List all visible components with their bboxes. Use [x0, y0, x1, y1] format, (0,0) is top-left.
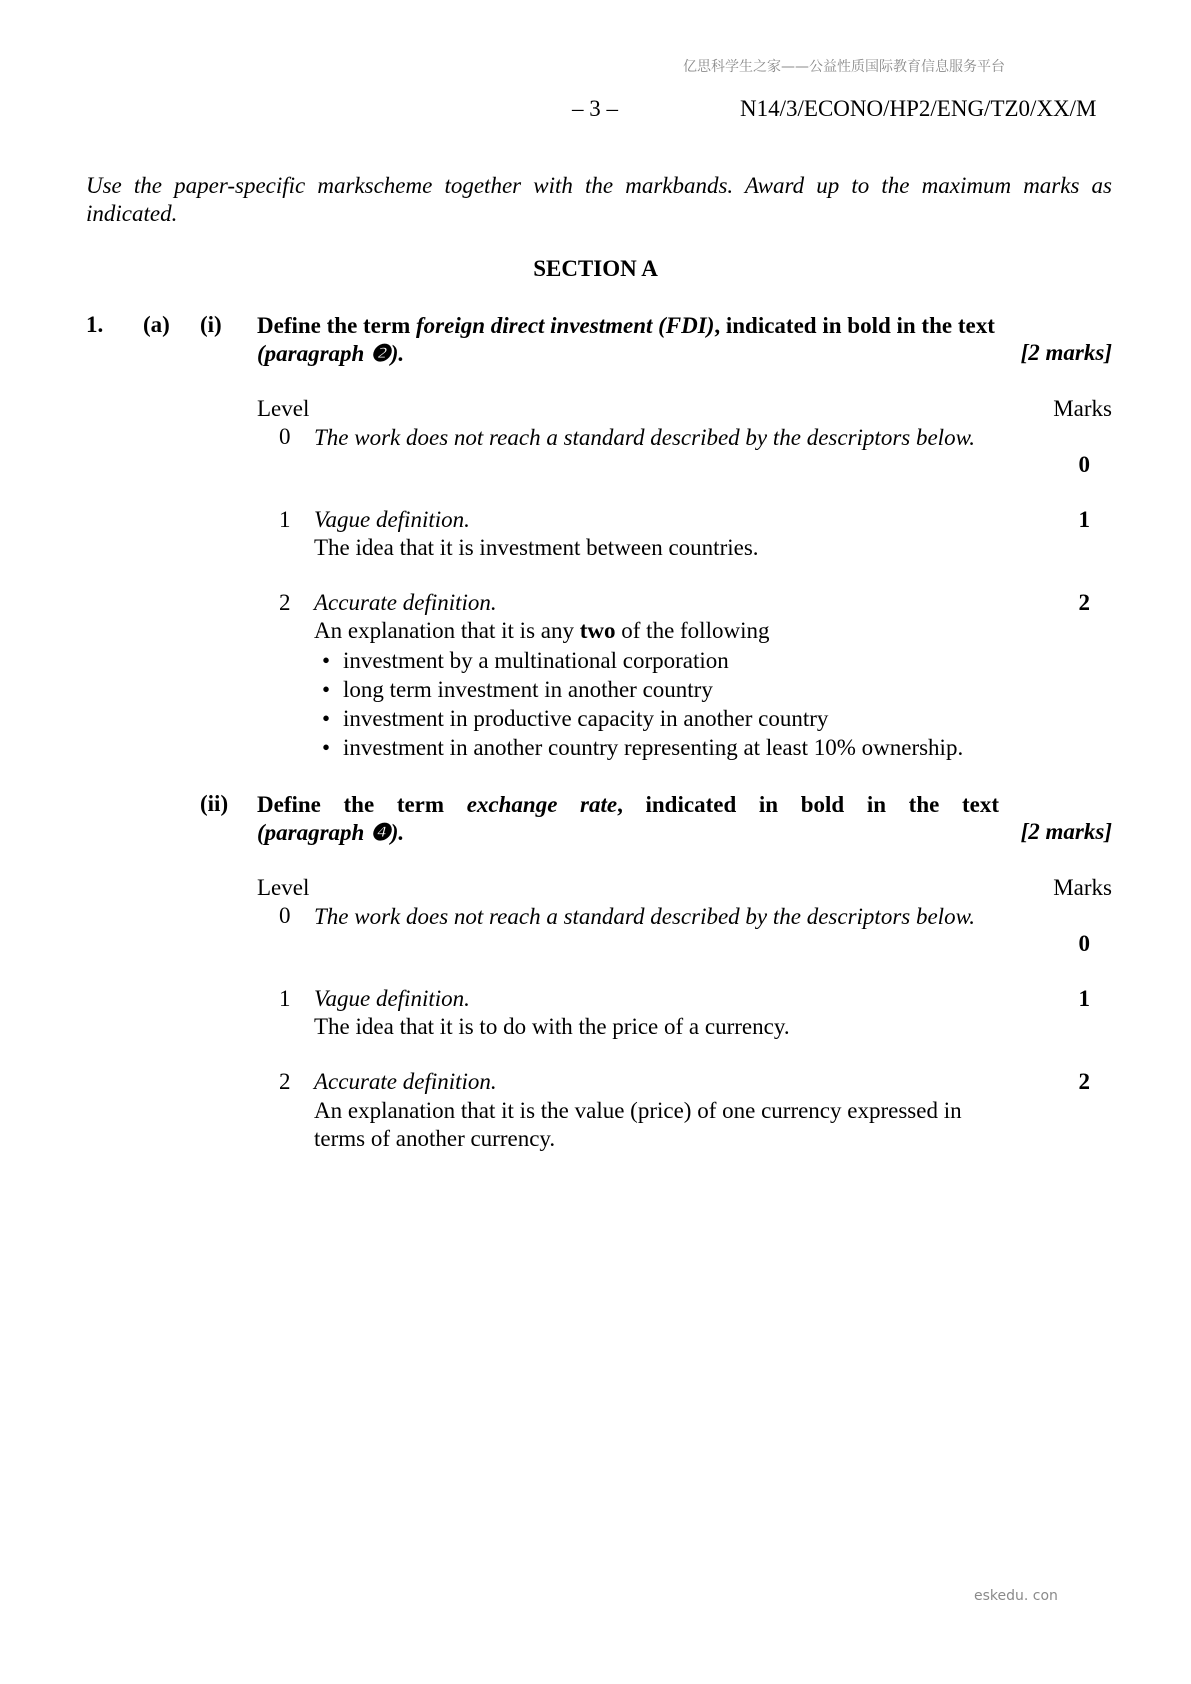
subquestion-label: (i) — [200, 312, 222, 337]
level-number: 0 — [279, 903, 291, 928]
level-number: 2 — [279, 1069, 291, 1094]
question-i-marks: [2 marks] — [1020, 340, 1112, 365]
question-ii-text: Define the term exchange rate, indicated in bold in the text (paragraph ❹). — [257, 792, 999, 845]
watermark-bottom: eskedu. con — [974, 1588, 1058, 1604]
fdi-bullet-list — [314, 646, 1034, 762]
level-header: Level — [257, 396, 310, 421]
page-number: – 3 – — [572, 96, 618, 121]
list-item: • investment by a multinational corporation — [314, 646, 1034, 675]
watermark-top: 亿思科学生之家——公益性质国际教育信息服务平台 — [683, 59, 1005, 75]
level-descriptor: Accurate definition. — [314, 1069, 497, 1094]
question-ii-marks: [2 marks] — [1020, 819, 1112, 844]
marks-header: Marks — [1053, 396, 1112, 421]
level-mark: 1 — [1078, 507, 1090, 532]
document-code: N14/3/ECONO/HP2/ENG/TZ0/XX/M — [740, 96, 1097, 121]
level-descriptor: The work does not reach a standard described by the descriptors below. — [314, 904, 975, 929]
level-mark: 1 — [1078, 986, 1090, 1011]
level-detail: The idea that it is to do with the price of a currency. — [314, 1014, 790, 1039]
level-mark: 0 — [1078, 452, 1090, 477]
marks-header: Marks — [1053, 875, 1112, 900]
level-number: 1 — [279, 507, 291, 532]
level-number: 2 — [279, 590, 291, 615]
question-number: 1. — [86, 312, 104, 337]
subquestion-label: (ii) — [200, 791, 229, 816]
level-number: 0 — [279, 424, 291, 449]
level-descriptor: Vague definition. — [314, 507, 470, 532]
level-descriptor: Accurate definition. — [314, 590, 497, 615]
level-mark: 2 — [1078, 590, 1090, 615]
level-detail: An explanation that it is the value (price) of one currency expressed in terms of another currency. — [314, 1098, 962, 1151]
level-descriptor: The work does not reach a standard described by the descriptors below. — [314, 425, 975, 450]
level-detail: The idea that it is investment between countries. — [314, 535, 759, 560]
section-title: SECTION A — [533, 256, 658, 281]
list-item: • long term investment in another country — [314, 675, 1034, 704]
level-header: Level — [257, 875, 310, 900]
question-part: (a) — [143, 312, 170, 337]
level-mark: 2 — [1078, 1069, 1090, 1094]
question-i-text: Define the term foreign direct investment (FDI), indicated in bold in the text (paragraph ❷). — [257, 313, 995, 366]
level-mark: 0 — [1078, 931, 1090, 956]
list-item: • investment in another country representing at least 10% ownership. — [314, 733, 1034, 762]
level-descriptor: Vague definition. — [314, 986, 470, 1011]
level-detail: An explanation that it is any two of the following — [314, 618, 770, 643]
list-item: • investment in productive capacity in another country — [314, 704, 1034, 733]
intro-text: Use the paper-specific markscheme together with the markbands. Award up to the maximum marks as indicated. — [86, 173, 1112, 226]
level-number: 1 — [279, 986, 291, 1011]
